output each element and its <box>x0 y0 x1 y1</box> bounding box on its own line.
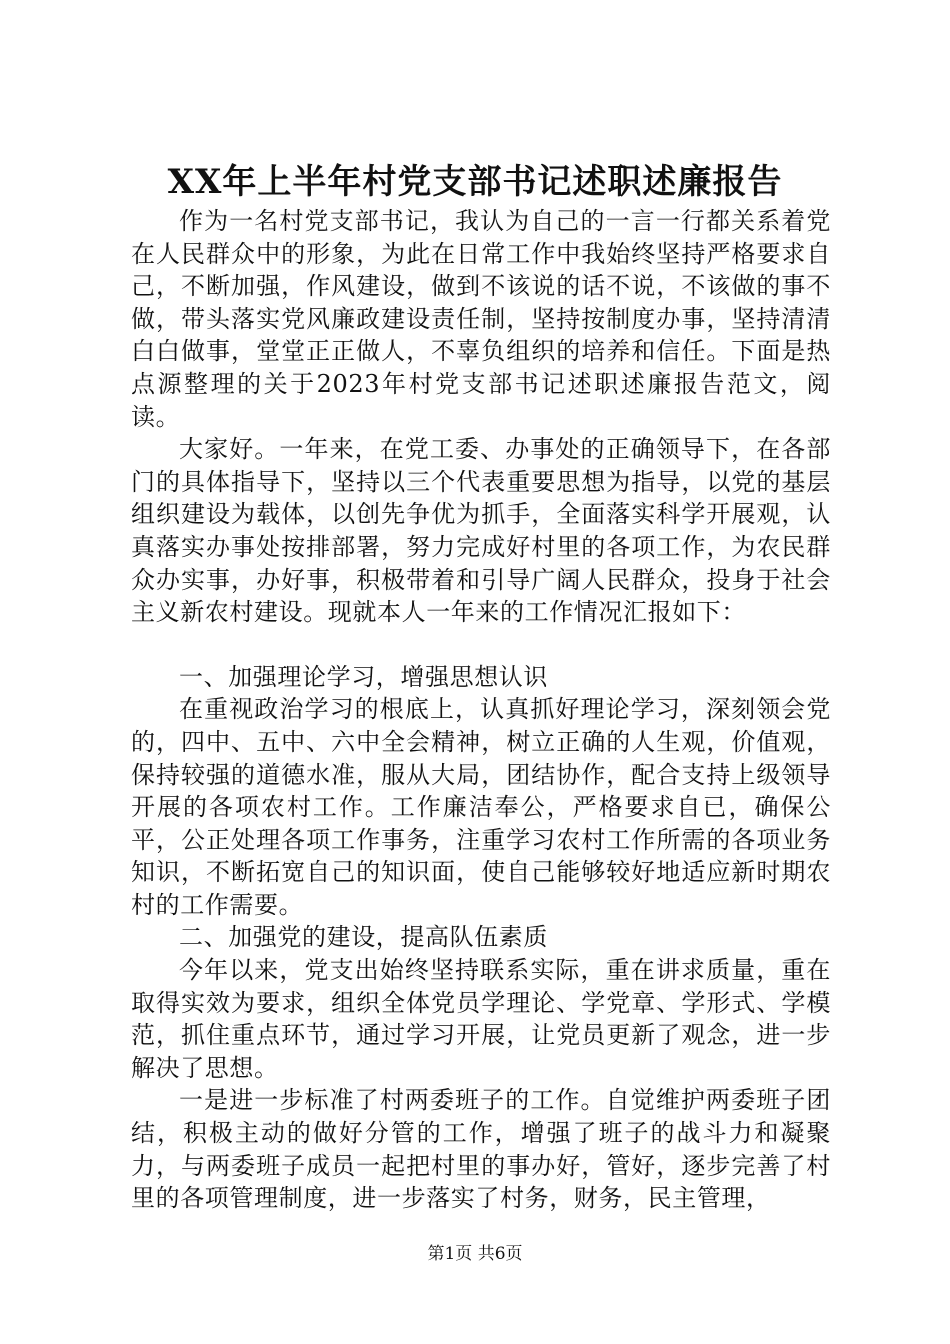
intro-paragraph: 作为一名村党支部书记，我认为自己的一言一行都关系着党在人民群众中的形象，为此在日常工作中我始终坚持严格要求自己，不断加强，作风建设，做到不该说的话不说，不该做的事不做，带头落实党风廉政建设责任制，坚持按制度办事，坚持清清白白做事，堂堂正正做人，不辜负组织的培养和信任。下面是热点源整理的关于2023年村党支部书记述职述廉报告范文，阅读。 <box>131 207 831 431</box>
greeting-paragraph: 大家好。一年来，在党工委、办事处的正确领导下，在各部门的具体指导下，坚持以三个代表重要思想为指导，以党的基层组织建设为载体，以创先争优为抓手，全面落实科学开展观，认真落实办事处按排部署，努力完成好村里的各项工作，为农民群众办实事，办好事，积极带着和引导广阔人民群众，投身于社会主义新农村建设。现就本人一年来的工作情况汇报如下： <box>131 435 831 627</box>
document-body <box>131 205 831 1215</box>
document-title: XX年上半年村党支部书记述职述廉报告 <box>167 162 783 202</box>
section-1-paragraph: 在重视政治学习的根底上，认真抓好理论学习，深刻领会党的，四中、五中、六中全会精神，树立正确的人生观，价值观，保持较强的道德水准，服从大局，团结协作，配合支持上级领导开展的各项农村工作。工作廉洁奉公，严格要求自已，确保公平，公正处理各项工作事务，注重学习农村工作所需的各项业务知识，不断拓宽自己的知识面，使自己能够较好地适应新时期农村的工作需要。 <box>131 695 831 919</box>
section-heading-2: 二、加强党的建设，提高队伍素质 <box>179 923 548 952</box>
section-2-item-1-paragraph: 一是进一步标准了村两委班子的工作。自觉维护两委班子团结，积极主动的做好分管的工作，增强了班子的战斗力和凝聚力，与两委班子成员一起把村里的事办好，管好，逐步完善了村里的各项管理制度，进一步落实了村务，财务，民主管理， <box>131 1086 831 1213</box>
section-heading-1: 一、加强理论学习，增强思想认识 <box>179 662 548 691</box>
section-2-paragraph: 今年以来，党支出始终坚持联系实际，重在讲求质量，重在取得实效为要求，组织全体党员学理论、学党章、学形式、学模范，抓住重点环节，通过学习开展，让党员更新了观念，进一步解决了思想。 <box>131 956 831 1082</box>
page-number: 第1页 共6页 <box>427 1244 523 1264</box>
